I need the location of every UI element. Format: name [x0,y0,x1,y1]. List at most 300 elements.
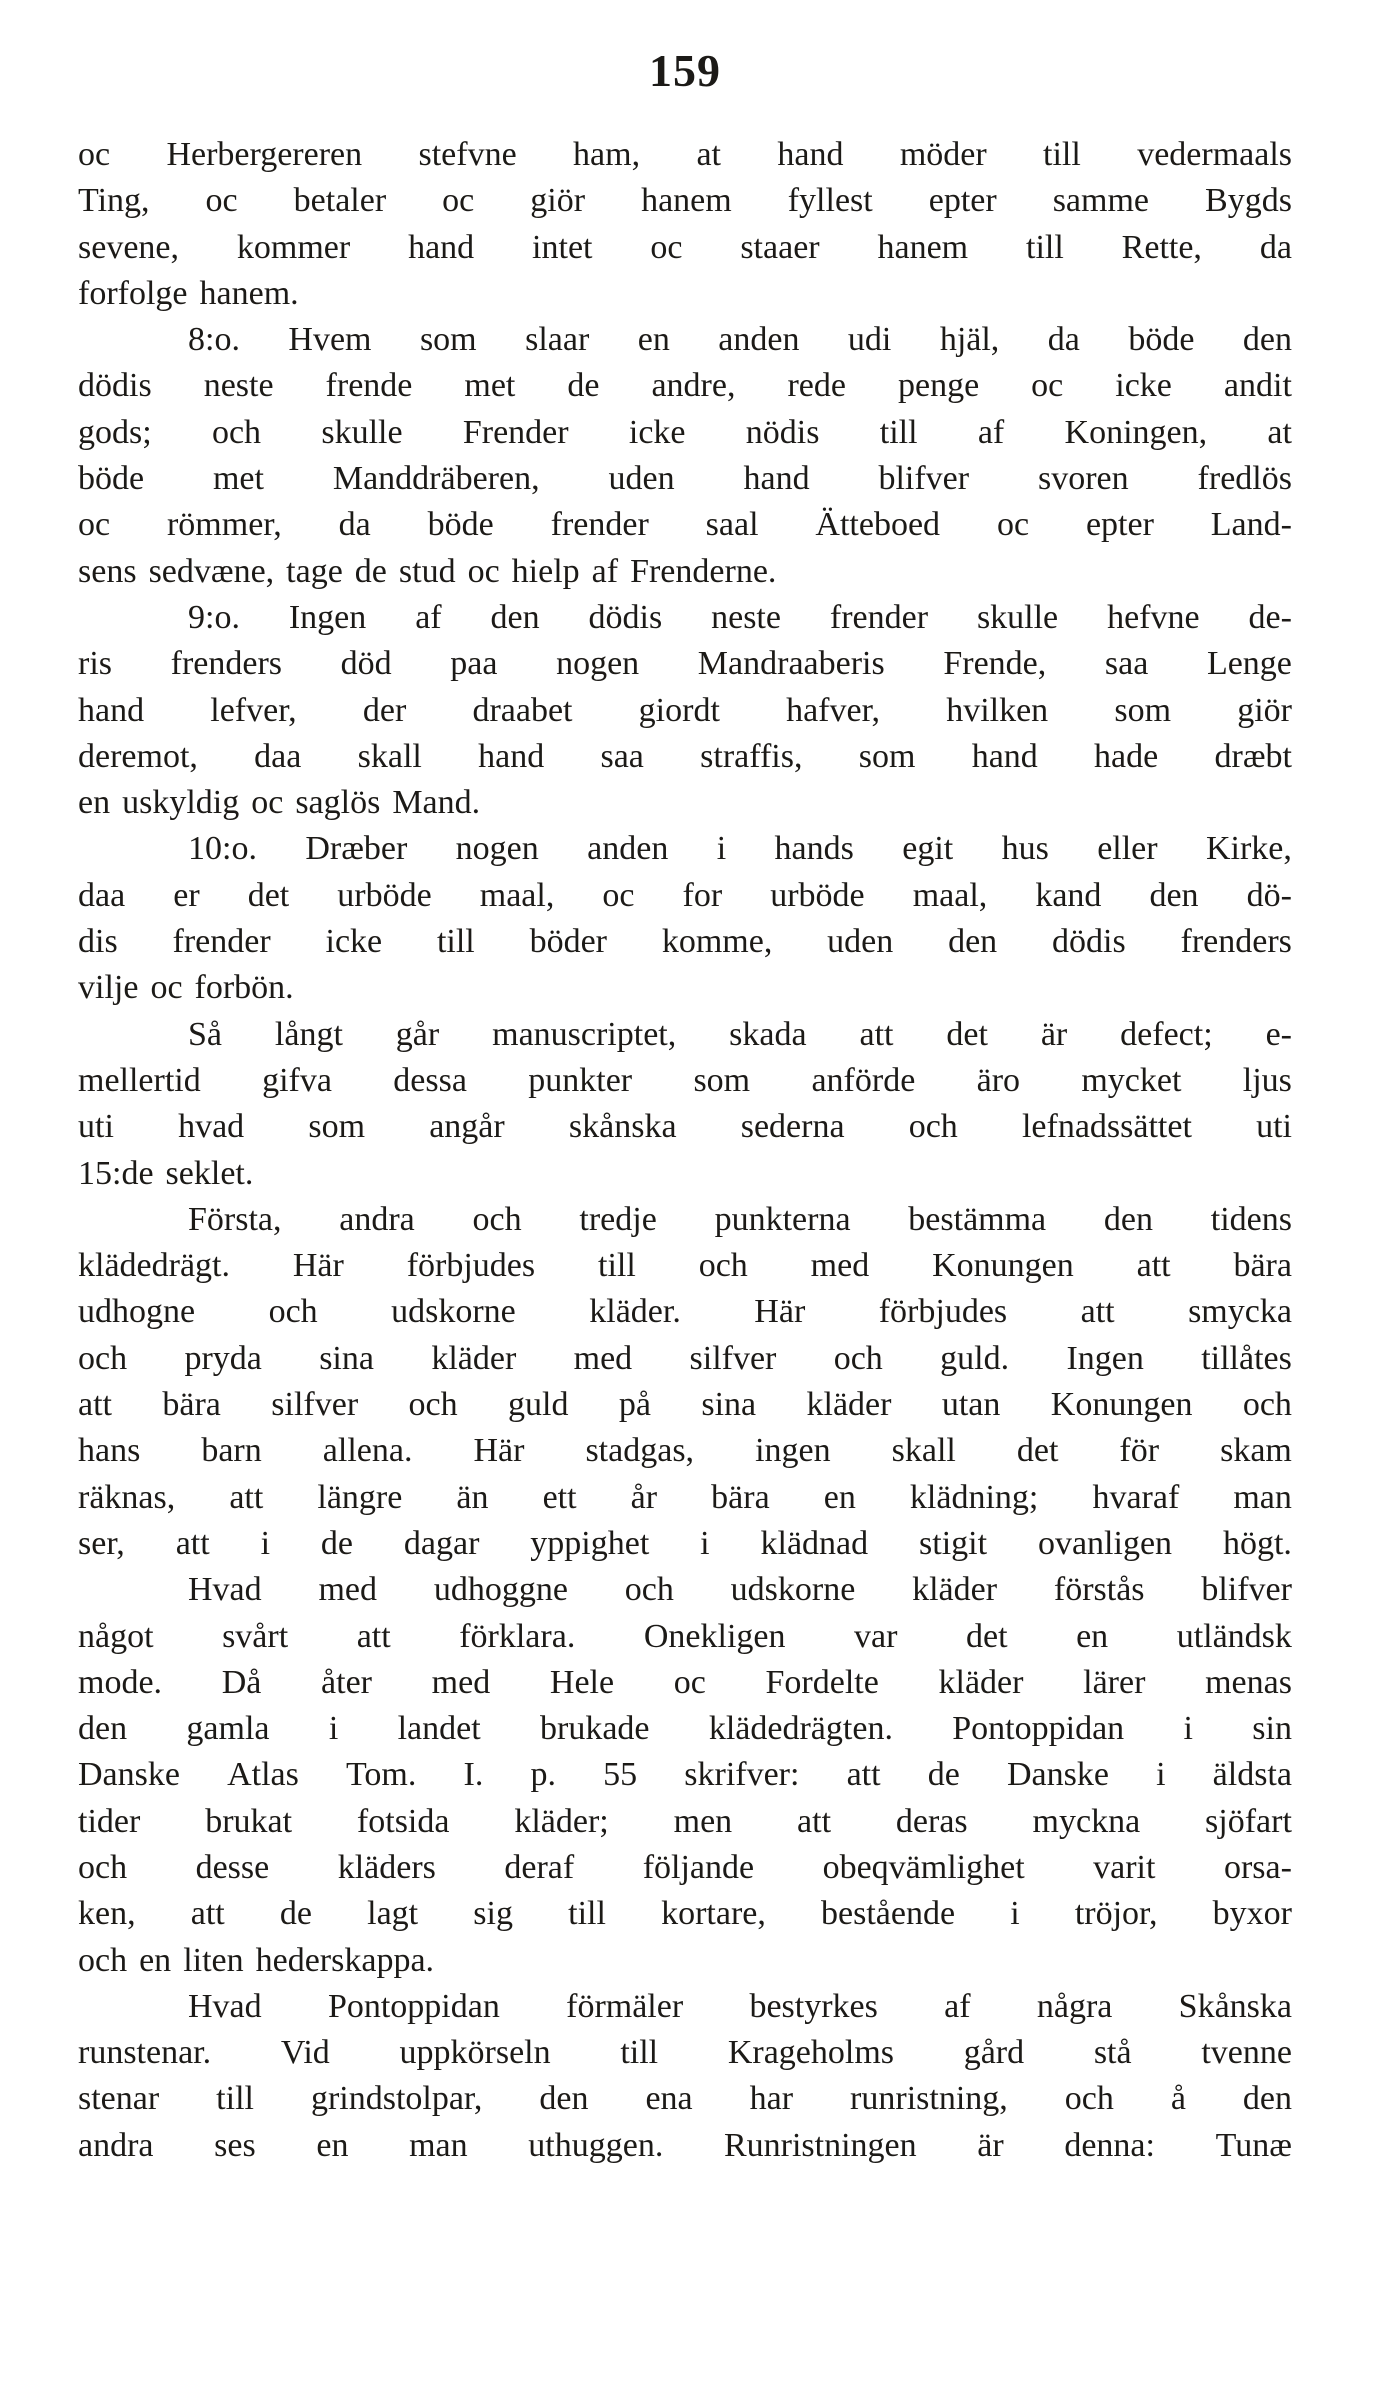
word: att [846,1756,881,1794]
text-line [78,1845,1292,1891]
word: Runristningen [723,2126,917,2164]
word: neste [203,367,274,405]
word: stigit [919,1524,988,1562]
text-line [78,1660,1292,1706]
word: da [1259,228,1292,266]
word: byxor [1212,1895,1292,1933]
word: runristning, [850,2080,1008,2118]
word: frender [829,598,929,636]
word: sina [701,1386,757,1424]
word: frenders [170,645,283,683]
text-line [78,1012,1292,1058]
word: dræbt [1214,737,1292,775]
word: dödis [588,598,663,636]
word: som [419,321,477,359]
word: att [859,1015,894,1053]
word: skall [891,1432,956,1470]
word: urböde [337,876,432,914]
text-line [78,641,1292,687]
word: till [598,1247,636,1285]
text-line [78,456,1292,502]
word: udskorne [391,1293,516,1331]
word: intet [532,228,593,266]
word: ses [214,2126,256,2164]
word: tidens [1210,1200,1292,1238]
word: Bygds [1205,182,1292,220]
word: p. [530,1756,556,1794]
word: kläder [806,1386,892,1424]
word: stå [1093,2034,1132,2072]
word: ser, [78,1524,125,1562]
text-line [78,1197,1292,1243]
word: fredlös [1197,460,1292,498]
word: oc [1031,367,1064,405]
word: klädnad [760,1524,869,1562]
word: udi [847,321,892,359]
text-line [78,271,1292,317]
word: att [175,1524,210,1562]
word: utländsk [1176,1617,1292,1655]
word: Tunæ [1215,2126,1292,2164]
word: med [318,1571,378,1609]
text-line [78,2123,1292,2169]
word: ken, [78,1895,136,1933]
text-line [78,1151,1292,1197]
word: liten [183,1941,244,1979]
word: Hvem [288,321,372,359]
word: långt [274,1015,343,1053]
page-number: 159 [649,45,721,96]
word: epter [928,182,997,220]
word: slaar [525,321,590,359]
word: hand [743,460,810,498]
word: Rette, [1121,228,1202,266]
word: forfolge [78,274,188,312]
word: hans [78,1432,141,1470]
word: var [854,1617,898,1655]
text-line [78,1289,1292,1335]
word: lefnadssättet [1021,1108,1192,1146]
word: till [1043,136,1081,173]
word: oc [467,552,500,590]
text-line [78,780,1292,826]
word: der [362,691,407,729]
word: guld [508,1386,569,1424]
word: på [618,1386,651,1424]
text-line [78,1567,1292,1613]
word: med [573,1339,633,1377]
word: dagar [403,1524,480,1562]
text-line [78,595,1292,641]
word: sevene, [78,228,180,266]
word: stud [398,552,456,590]
word: Pontoppidan [327,1987,500,2025]
word: obeqvämlighet [822,1848,1025,1886]
word: äldsta [1212,1756,1292,1794]
text-line [78,919,1292,965]
word: giordt [638,691,720,729]
word: Atlas [227,1756,299,1794]
word: kläder; [514,1802,609,1840]
word: hanem [877,228,969,266]
word: ingen [755,1432,831,1470]
word: de [279,1895,312,1933]
word: förmäler [566,1987,684,2025]
word: och [908,1108,958,1146]
word: ett [542,1478,577,1516]
word: andra [78,2126,154,2164]
word: hand [971,737,1038,775]
word: allena. [322,1432,413,1470]
word: Konungen [1050,1386,1193,1424]
word: oc [996,506,1030,544]
word: följande [642,1848,755,1886]
word: dödis [78,367,152,405]
text-line [78,1336,1292,1382]
word: Ingen [1066,1339,1144,1377]
word: defect; [1120,1015,1213,1053]
word: ovanligen [1037,1524,1173,1562]
word: anförde [811,1061,916,1099]
word: oc [251,784,284,822]
word: punkter [528,1061,633,1099]
text-line [78,826,1292,872]
word: skulle [321,413,403,451]
word: uthuggen. [528,2126,664,2164]
word: Hele [549,1663,615,1701]
word: Land- [1210,506,1292,544]
word: guld. [940,1339,1010,1377]
word: varit [1093,1848,1156,1886]
word: dö- [1246,876,1292,914]
word: sederna [740,1108,845,1146]
word: icke [325,923,383,961]
word: att [356,1617,391,1655]
word: kommer [236,228,351,266]
word: kläders [337,1848,436,1886]
word: daa [78,876,126,914]
text-line [78,1752,1292,1798]
word: hand [777,136,844,173]
word: Frenderne. [630,552,777,590]
word: som [858,737,916,775]
word: som [1114,691,1172,729]
word: uppkörseln [399,2034,551,2072]
word: är [1040,1015,1068,1053]
text-line [78,873,1292,919]
word: tvenne [1201,2034,1292,2072]
word: till [879,413,918,451]
word: Här [473,1432,525,1470]
text-line [78,1428,1292,1474]
word: orsa- [1223,1848,1292,1886]
word: det [1016,1432,1059,1470]
word: uti [78,1108,114,1146]
word: å [1170,2080,1186,2118]
word: deremot, [78,737,198,775]
word: det [946,1015,988,1053]
word: mycket [1081,1061,1182,1099]
word: hafver, [786,691,881,729]
word: Då [221,1663,262,1701]
word: maal, [912,876,988,914]
word: att [190,1895,225,1933]
word: brukat [205,1802,293,1840]
word: lagt [367,1895,419,1933]
word: straffis, [700,737,803,775]
word: det [247,876,290,914]
word: lärer [1083,1663,1146,1701]
word: anden [718,321,800,359]
word: och [1242,1386,1292,1424]
word: dessa [393,1061,467,1099]
word: till [216,2080,254,2118]
word: epter [1085,506,1154,544]
word: stadgas, [585,1432,695,1470]
text-line [78,132,1292,178]
word: Pontoppidan [952,1710,1125,1748]
word: 10:o. [188,830,257,868]
word: deras [895,1802,968,1840]
word: förstås [1053,1571,1145,1609]
word: Frende, [943,645,1047,683]
word: daa [254,737,302,775]
word: anden [587,830,669,868]
word: högt. [1222,1524,1292,1562]
word: oc [205,182,238,220]
word: grindstolpar, [310,2080,483,2118]
word: vedermaals [1137,136,1292,173]
word: den [539,2080,589,2118]
word: silfver [271,1386,359,1424]
word: en [637,321,670,359]
word: uden [608,460,675,498]
word: Ting, [78,182,150,220]
word: andre, [651,367,736,405]
word: men [673,1802,733,1840]
word: barn [201,1432,262,1470]
word: hand [408,228,475,266]
word: som [693,1061,751,1099]
word: en [78,784,111,822]
word: udhogne [78,1293,196,1331]
word: Så [188,1015,222,1053]
word: uskyldig [122,784,240,822]
word: äro [976,1061,1021,1099]
word: och [408,1386,458,1424]
word: menas [1205,1663,1292,1701]
word: och [78,1941,128,1979]
word: böde [78,460,145,498]
word: fyllest [787,182,873,220]
text-line [78,1243,1292,1289]
word: da [1047,321,1080,359]
word: oc [602,876,635,914]
word: gifva [262,1061,332,1099]
text-line [78,178,1292,224]
word: bestyrkes [749,1987,878,2025]
word: böder [529,923,608,961]
word: betaler [293,182,387,220]
word: penge [897,367,980,405]
word: hade [1094,737,1159,775]
word: åter [321,1663,372,1701]
word: att [1080,1293,1115,1331]
word: af [977,413,1005,451]
word: hands [774,830,854,868]
text-line [78,1891,1292,1937]
word: Kirke, [1205,830,1292,868]
word: man [1233,1478,1292,1516]
text-line [78,410,1292,456]
word: seklet. [165,1154,254,1192]
word: och [472,1200,522,1238]
word: en [1076,1617,1109,1655]
word: saal [705,506,759,544]
word: gård [963,2034,1025,2072]
text-line [78,317,1292,363]
word: skrifver: [684,1756,800,1794]
text-line [78,1521,1292,1567]
word: at [1267,413,1292,451]
word: sjöfart [1205,1802,1292,1840]
word: dis [78,923,118,961]
text-line [78,1799,1292,1845]
word: och [78,1339,128,1377]
word: kläder [938,1663,1024,1701]
word: manuscriptet, [492,1015,677,1053]
word: de [567,367,600,405]
word: Danske [1006,1756,1109,1794]
word: möder [899,136,987,173]
word: att [78,1386,112,1424]
word: hvaraf [1092,1478,1180,1516]
word: icke [1115,367,1172,405]
word: 15:de [78,1154,154,1192]
word: urböde [770,876,865,914]
word: något [78,1617,154,1655]
text-line [78,363,1292,409]
word: i [700,1524,710,1562]
word: böde [1128,321,1195,359]
word: vilje [78,969,139,1007]
word: fotsida [356,1802,450,1840]
word: till [1026,228,1064,266]
word: I. [463,1756,484,1794]
word: i [328,1710,339,1748]
word: rede [787,367,846,405]
word: Dræber [305,830,408,868]
word: Danske [78,1756,180,1794]
text-line [78,1706,1292,1752]
text-line [78,225,1292,271]
word: några [1036,1987,1113,2025]
word: da [338,506,371,544]
word: Mand. [392,784,481,822]
word: 55 [603,1756,638,1794]
word: skall [357,737,422,775]
word: i [260,1524,271,1562]
word: nogen [556,645,640,683]
word: Här [754,1293,806,1331]
text-line [78,502,1292,548]
word: de [354,552,387,590]
word: icke [628,413,686,451]
word: längre [317,1478,403,1516]
word: Fordelte [765,1663,879,1701]
word: bestämma [908,1200,1047,1238]
word: död [340,645,392,683]
text-line [78,1984,1292,2030]
word: frender [172,923,271,961]
word: svoren [1038,460,1129,498]
word: met [212,460,264,498]
word: frenders [1180,923,1292,961]
word: gods; [78,413,152,451]
word: till [568,1895,606,1933]
text-line [78,734,1292,780]
word: myckna [1032,1802,1141,1840]
word: 9:o. [188,598,240,636]
word: bära [1233,1247,1292,1285]
word: met [464,367,516,405]
word: kläder [912,1571,998,1609]
word: Onekligen [643,1617,786,1655]
word: samme [1052,182,1150,220]
word: kläder. [589,1293,681,1331]
word: kand [1035,876,1102,914]
word: hjäl, [939,321,1000,359]
word: och [268,1293,318,1331]
word: neste [711,598,781,636]
word: år [630,1478,658,1516]
word: Skånska [1178,1987,1292,2025]
word: Mandraaberis [697,645,885,683]
text-line [78,1614,1292,1660]
text-line [78,1104,1292,1150]
word: tredje [579,1200,657,1238]
word: tage [286,552,343,590]
word: dödis [1052,923,1126,961]
word: smycka [1188,1293,1292,1331]
text-line [78,1382,1292,1428]
word: man [409,2126,468,2164]
word: 8:o. [188,321,240,359]
word: udskorne [730,1571,856,1609]
word: sens [78,552,137,590]
word: eller [1097,830,1158,868]
word: giör [1237,691,1292,729]
word: med [810,1247,870,1285]
word: Hvad [188,1571,262,1609]
word: de- [1248,598,1292,636]
word: blifver [1201,1571,1292,1609]
word: är [977,2126,1004,2164]
word: hus [1001,830,1049,868]
word: och [1064,2080,1114,2118]
word: denna: [1064,2126,1155,2164]
word: giör [530,182,586,220]
word: Konungen [932,1247,1074,1285]
word: klädning; [909,1478,1039,1516]
word: hand [478,737,545,775]
word: angår [429,1108,505,1146]
word: hand [78,691,145,729]
word: saglös [295,784,381,822]
word: andra [339,1200,415,1238]
word: hvilken [946,691,1049,729]
text-line [78,1938,1292,1984]
